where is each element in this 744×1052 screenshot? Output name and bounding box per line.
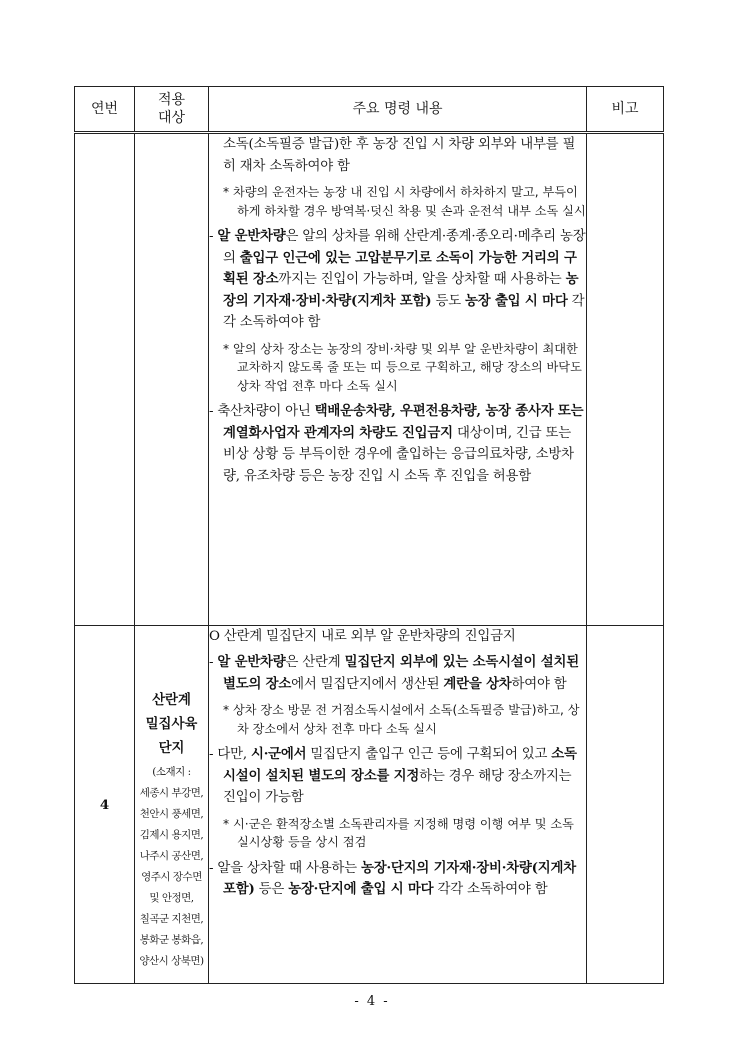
header-target: 적용 대상 [135,87,209,133]
bold-phrase: 계란을 상차 [443,675,512,692]
row1-main-cell [209,133,587,626]
table-row [75,626,664,984]
text-phrase: 등도 [431,293,466,309]
bullet-item [209,226,586,334]
bullet-item [209,652,586,695]
bold-phrase: 출입구 인근에 있는 고압분무기로 소독이 가능한 거리의 구획된 장소 [223,249,577,287]
bold-phrase: 알 운반차량 [217,654,286,670]
page-number: - 4 - [354,994,390,1009]
note-text: * 시·군은 환적장소별 소독관리자를 지정해 명령 이행 여부 및 소독 실시상황 등을 상시 점검 [223,816,574,849]
header-note: 비고 [587,87,664,133]
text-phrase: 까지는 진입이 가능하며, 알을 상차할 때 사용하는 [278,272,566,287]
text-phrase: 은 산란계 [285,655,345,670]
bold-phrase: 소독시설이 설치된 별도의 장소를 지정 [223,746,577,784]
text-phrase: 하여야 함 [511,676,567,692]
bold-phrase: 택배운송차량, 우편전용차량, 농장 종사자 또는 계열화사업자 관계자의 차량도 진입금지 [223,403,584,441]
row2-note-cell [587,626,664,984]
table-row [75,133,664,626]
row1-no-cell [75,133,135,626]
bold-phrase: 밀집단지 외부에 있는 소독시설이 설치된 별도의 장소 [223,654,579,692]
text-phrase: 하는 경우 해당 장소까지는 진입이 가능함 [223,768,572,805]
bold-phrase: 농장·단지에 출입 시 마다 [288,881,434,897]
text-phrase: 은 알의 상차를 위해 산란계·종계·종오리·메추리 농장의 [223,229,586,266]
text-phrase: 등은 [254,882,289,897]
text-phrase: 대상이며, 긴급 또는 비상 상황 등 부득이한 경우에 출입하는 응급의료차량, 소방차량, 유조차량 등은 농장 진입 시 소독 후 진입을 허용함 [223,425,574,484]
bold-phrase: 농장 출입 시 마다 [465,292,568,309]
row1-target-cell [135,133,209,626]
text-phrase: 각각 소독하여야 함 [223,293,585,330]
note-text: * 차량의 운전자는 농장 내 진입 시 차량에서 하차하지 말고, 부득이하게 하차할 경우 방역복·덧신 착용 및 손과 운전석 내부 소독 실시 [223,185,586,218]
section-heading: O 산란계 밀집단지 내로 외부 알 운반차량의 진입금지 [209,629,516,644]
bold-phrase: 알 운반차량 [217,228,286,244]
text-phrase: 밀집단지 출입구 인근 등에 구획되어 있고 [306,747,552,762]
text-phrase: 각각 소독하여야 함 [433,882,548,897]
row2-no-cell: 4 [75,626,135,984]
text-phrase: - 다만, [209,747,251,762]
order-table [74,86,664,984]
table-header-row [75,87,664,133]
row1-note-cell [587,133,664,626]
target-title: 산란계 밀집사육 단지 [145,692,198,756]
text-phrase: - [209,229,218,244]
header-main: 주요 명령 내용 [209,87,587,133]
bold-phrase: 시·군에서 [250,746,307,762]
bullet-item [209,401,586,487]
row2-main-cell [209,626,587,984]
text-phrase: 에서 밀집단지에서 생산된 [291,676,444,692]
continued-text: 소독(소독필증 발급)한 후 농장 진입 시 차량 외부와 내부를 필히 재차 소독하여야 함 [223,137,576,174]
note-text: * 알의 상차 장소는 농장의 장비·차량 및 외부 알 운반차량이 최대한 교차하지 않도록 줄 또는 띠 등으로 구획하고, 해당 장소의 바닥도 상차 작업 전후 마다 소독 실시 [223,341,582,393]
note-text: * 상차 장소 방문 전 거점소독시설에서 소독(소독필증 발급)하고, 상차 장소에서 상차 전후 마다 소독 실시 [223,703,580,736]
bullet-item [209,744,586,809]
text-phrase: - 알을 상차할 때 사용하는 [209,860,361,876]
bold-phrase: 농장·단지의 기자재·장비·차량(지게차 포함) [223,859,576,897]
target-location: (소재지 : 세종시 부강면, 천안시 풍세면, 김제시 용지면, 나주시 공산면, 영주시 장수면 및 안정면, 칠곡군 지천면, 봉화군 봉화읍, 양산시 상북면) [139,766,204,967]
bold-phrase: 농장의 기자재·장비·차량(지게차 포함) [223,271,579,309]
text-phrase: - [209,655,218,670]
row2-target-cell [135,626,209,984]
bullet-item [209,858,586,901]
text-phrase: - 축산차량이 아닌 [209,404,315,419]
header-no: 연번 [75,87,135,133]
